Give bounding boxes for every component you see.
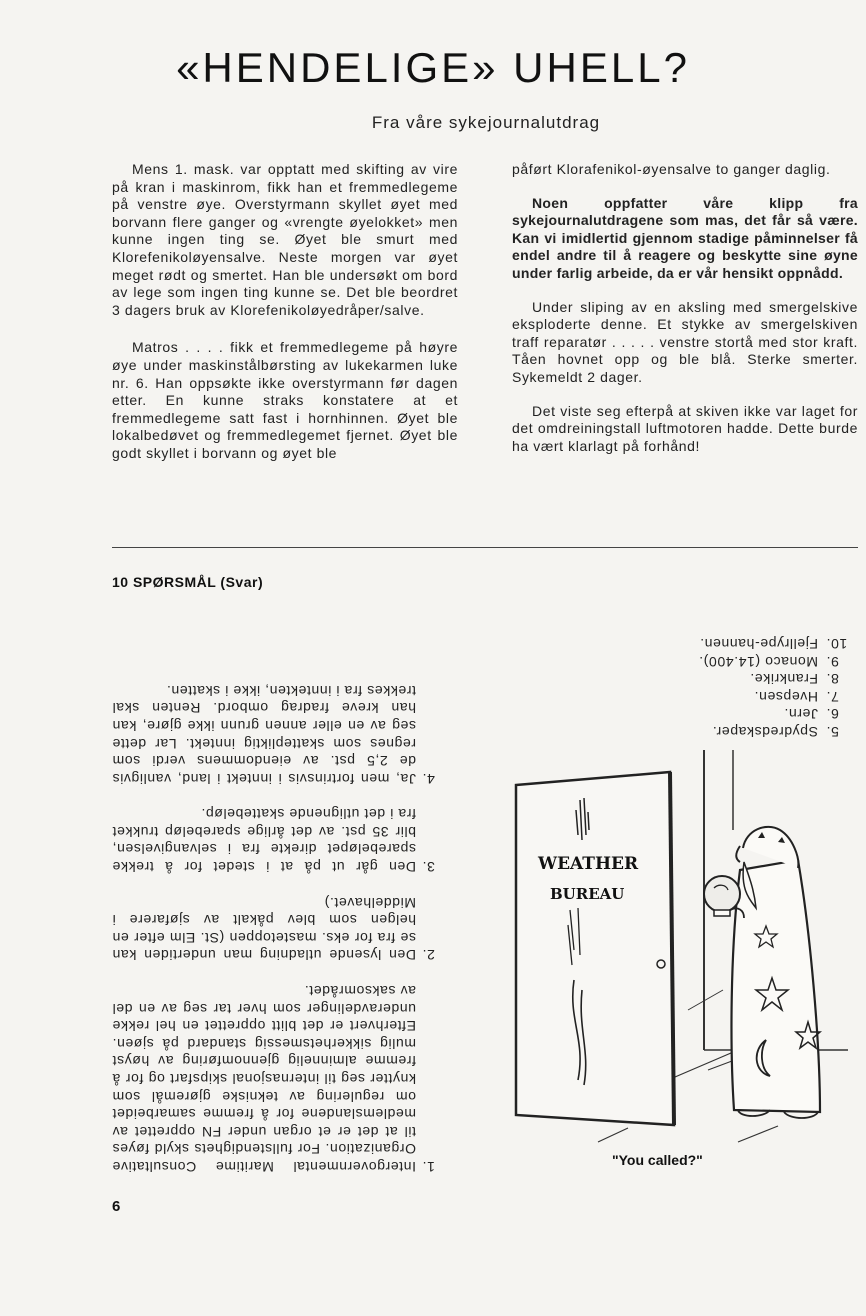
door-sign-line2: BUREAU — [550, 885, 625, 903]
answer-text: Hvepsen. — [754, 688, 818, 705]
answer-text: Jern. — [783, 706, 818, 723]
article-paragraph: Under sliping av en aksling med smergelskive eksploderte denne. Et stykke av smergelskiven traff reparatør . . . . . venstre stortå med stor kraft. Tåen hovnet opp og ble blå. Sterke smerter. Sykemeldt 2 dager. — [512, 298, 858, 385]
quiz-answer — [112, 893, 458, 963]
answer-number: 7. — [826, 688, 839, 705]
quiz-answer — [690, 634, 860, 652]
quiz-answer — [112, 981, 458, 1175]
answer-number: 1. — [422, 1159, 435, 1175]
door-sign-line1: WEATHER — [538, 854, 639, 874]
answer-text: Intergovernmental Maritime Consultative Organization. For fullstendighets skyld føyes til at det er et organ under FN opprettet av medlemslandene for å fremme samarbeidet om regulering av tekniske gjøremål som knytter seg til internasjonal skipsfart og for å fremme alminnelig gjennomføring av høyst mulig sikkerhetsmessig standard på sjøen. Efterhvert er det blitt opprettet en hel rekke underavdelinger som hver tar seg av en del av saksområdet. — [112, 983, 416, 1175]
answer-text: Ja, men fortrinsvis i inntekt i land, vanligvis de 2,5 pst. av eiendommens verdi som regnes som skattepliktig inntekt. Lar dette seg av en eller annen grunn ikke gjøre, kan han kreve fradrag ombord. Renten skal trekkes fra i inntekten, ikke i skatten. — [112, 682, 416, 787]
answer-text: Fjellrype-hannen. — [699, 636, 818, 653]
quiz-answer — [690, 670, 860, 688]
article-continuation: påført Klorafenikol-øyensalve to ganger daglig. — [512, 161, 831, 177]
article-paragraph: Matros . . . . fikk et fremmedlegeme på høyre øye under maskinstålbørsting av lukekarmen luke nr. 6. Han oppsøkte ikke overstyrmann før dagen etter. En kunne straks konstatere at et fremmedlegeme satt fast i hornhinnen. Øyet ble lokalbedøvet og fremmedlegemet fjernet. Øyet ble godt skyllet i borvann og øyet ble — [112, 339, 458, 461]
answer-text: Den lysende utladning man undertiden kan se fra for eks. mastetoppen (St. Elm efter en helgen som blev påkalt av sjøfarere i Middelhavet.) — [112, 894, 416, 964]
answer-text: Den går ut på at i stedet for å trekke sparebeløpet direkte fra i selvangivelsen, blir 35 pst. av det årlige sparebeløp trukket fra i det utlignende skattebeløp. — [112, 806, 416, 876]
article-left-column — [112, 161, 458, 483]
answer-number: 2. — [422, 947, 435, 964]
quiz-answer — [112, 805, 458, 875]
answer-text: Spydredskaper. — [712, 724, 818, 740]
page-subtitle: Fra våre sykejournalutdrag — [371, 113, 601, 132]
answer-text: Frankrike. — [749, 671, 818, 688]
answer-number: 5. — [826, 724, 839, 740]
quiz-answers-short-upside-down — [690, 600, 860, 740]
section-divider — [112, 547, 858, 548]
quiz-answer — [690, 687, 860, 705]
article-paragraph: Mens 1. mask. var opptatt med skifting av vire på kran i maskinrom, fikk han et fremmedlegeme på venstre øye. Overstyrmann skyllet øyet med borvann flere ganger og «vrengte øyelokket» men kunne ingen ting se. Øyet ble smurt med Klorefenikoløyensalve. Neste morgen var øyet meget rødt og smertet. Han ble undersøkt om bord av lege som ingen ting kunne se. Det ble beordret 3 dagers bruk av Klorefenikoløyedråper/salve. — [112, 161, 458, 318]
answer-number: 9. — [826, 653, 839, 670]
article-paragraph: Det viste seg efterpå at skiven ikke var laget for det omdreiningstall luftmotoren hadde. Dette burde ha vært klarlagt på forhånd! — [512, 402, 858, 454]
answer-text: Monaco (14.400). — [698, 653, 818, 670]
page-title: «HENDELIGE» UHELL? — [176, 44, 690, 91]
quiz-heading: 10 SPØRSMÅL (Svar) — [112, 574, 264, 590]
answer-number: 3. — [422, 859, 435, 876]
page-number: 6 — [112, 1198, 121, 1215]
quiz-answers-upside-down — [112, 595, 458, 1175]
quiz-answer — [112, 681, 458, 787]
answer-number: 4. — [422, 770, 435, 787]
editorial-note: Noen oppfatter våre klipp fra sykejournalutdragene som mas, det får så være. Kan vi imidlertid gjennom stadige påminnelser få endel andre til å reagere og beskytte sine øyne under farlig arbeide, da er vår hensikt oppnådd. — [512, 194, 858, 281]
answer-number: 6. — [826, 706, 839, 723]
quiz-answer — [690, 705, 860, 723]
wizard-cartoon-illustration — [508, 750, 860, 1180]
answer-number: 8. — [826, 671, 839, 688]
quiz-answer — [690, 652, 860, 670]
answer-number: 10. — [826, 636, 848, 653]
quiz-answer — [690, 722, 860, 740]
cartoon-caption: "You called?" — [612, 1152, 703, 1168]
article-right-column — [512, 161, 858, 471]
